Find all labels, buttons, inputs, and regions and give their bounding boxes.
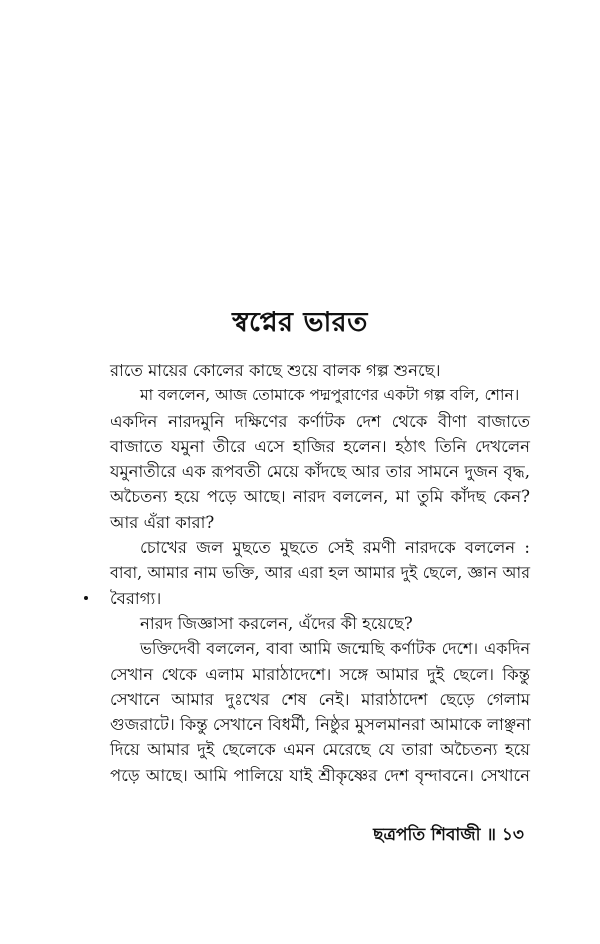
text-line: যমুনাতীরে এক রূপবতী মেয়ে কাঁদছে আর তার সামনে দুজন বৃদ্ধ, <box>110 462 530 482</box>
text-line: ভক্তিদেবী বললেন, বাবা আমি জন্মেছি কর্ণাটক দেশে। একদিন <box>140 639 530 659</box>
text-line: দিয়ে আমার দুই ছেলেকে এমন মেরেছে যে তারা অচৈতন্য হয়ে <box>110 740 530 760</box>
chapter-title: স্বপ্নের ভারত <box>232 307 368 338</box>
text-line: মা বললেন, আজ তোমাকে পদ্মপুরাণের একটা গল্প বলি, শোন। <box>140 386 520 405</box>
text-line: আর এঁরা কারা? <box>110 512 215 532</box>
running-footer <box>373 822 524 850</box>
footer-book-title: ছত্রপতি শিবাজী <box>373 825 481 845</box>
text-line: বৈরাগ্য। <box>110 588 162 608</box>
text-line: রাতে মায়ের কোলের কাছে শুয়ে বালক গল্প শুনছে। <box>110 361 441 380</box>
text-line: নারদ জিজ্ঞাসা করলেন, এঁদের কী হয়েছে? <box>140 613 413 633</box>
text-line: পড়ে আছে। আমি পালিয়ে যাই শ্রীকৃষ্ণের দেশ বৃন্দাবনে। সেখানে <box>110 765 530 785</box>
text-line: বাজাতে যমুনা তীরে এসে হাজির হলেন। হঠাৎ তিনি দেখলেন <box>110 436 530 456</box>
text-line: সেখানে আমার দুঃখের শেষ নেই। মারাঠাদেশ ছেড়ে গেলাম <box>110 689 530 709</box>
text-line: গুজরাটে। কিন্তু সেখানে বিধর্মী, নিষ্ঠুর মুসলমানরা আমাকে লাঞ্ছনা <box>110 715 531 735</box>
text-line: অচৈতন্য হয়ে পড়ে আছে। নারদ বললেন, মা তুমি কাঁদছ কেন? <box>110 487 530 507</box>
footer-separator: ॥ <box>486 825 496 845</box>
text-line: চোখের জল মুছতে মুছতে সেই রমণী নারদকে বললেন : <box>140 538 530 558</box>
body-text <box>110 358 530 788</box>
margin-mark <box>84 596 88 600</box>
text-line: সেখান থেকে এলাম মারাঠাদেশে। সঙ্গে আমার দুই ছেলে। কিন্তু <box>110 664 530 684</box>
text-line: বাবা, আমার নাম ভক্তি, আর এরা হল আমার দুই ছেলে, জ্ঞান আর <box>110 563 530 583</box>
text-line: একদিন নারদমুনি দক্ষিণের কর্ণাটক দেশ থেকে বীণা বাজাতে <box>110 411 530 431</box>
page-number: ১৩ <box>501 825 524 845</box>
